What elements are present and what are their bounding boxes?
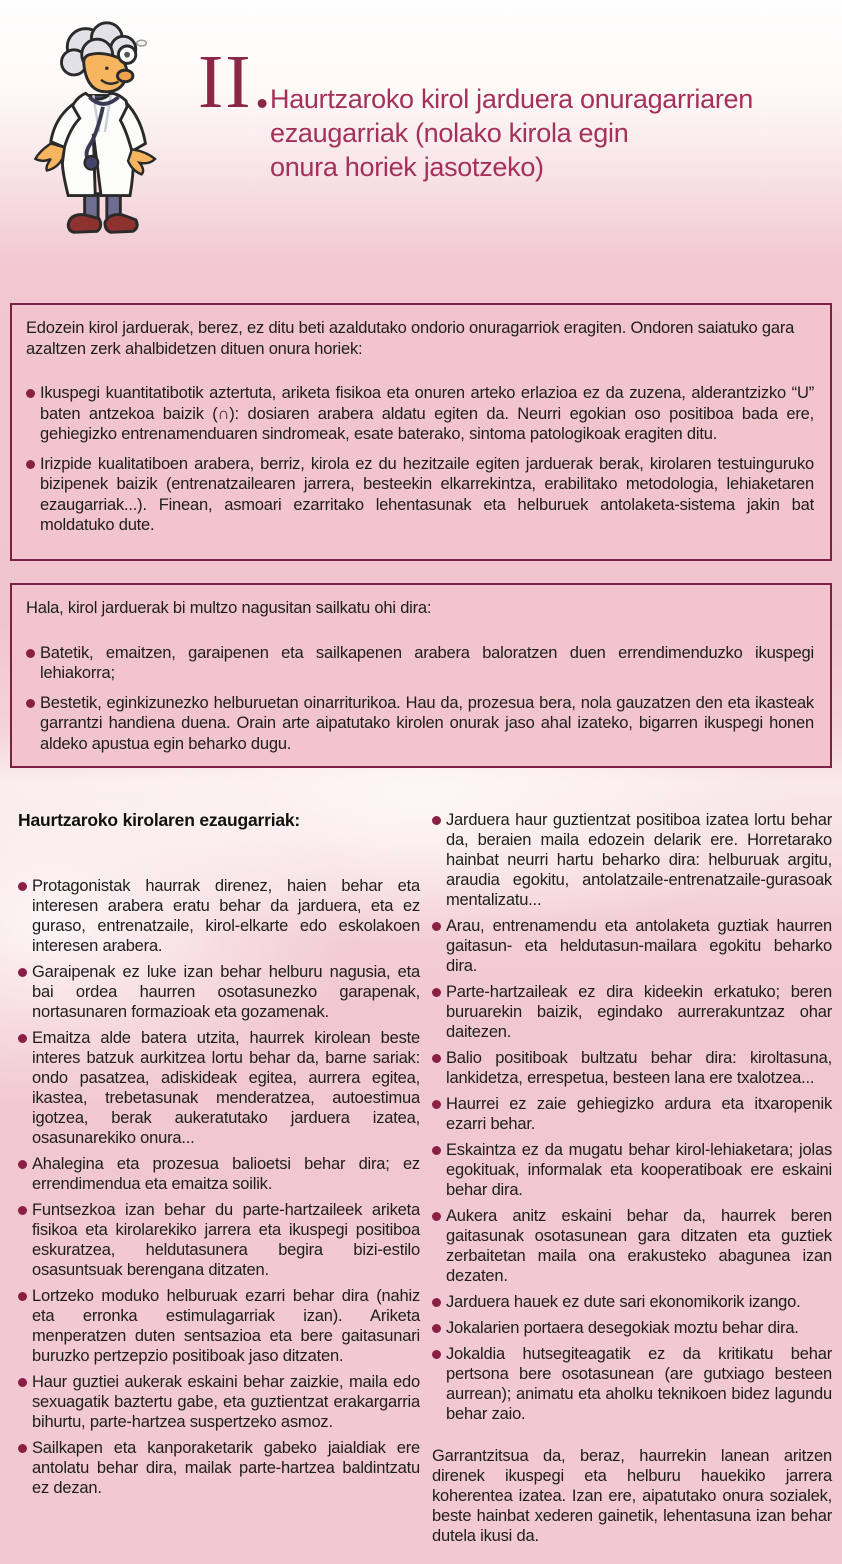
page-title-line: onura horiek jasotzeko): [270, 152, 544, 182]
callout-intro: Hala, kirol jarduerak bi multzo nagusitan sailkatu ohi dira:: [26, 599, 432, 617]
list-item: Eskaintza ez da mugatu behar kirol-lehiaketara; jolas egokituak, informalak eta kooperatiboak ere eskaini behar dira.: [432, 1140, 832, 1200]
callout-box-benefits: [10, 303, 832, 561]
list-item: Garaipenak ez luke izan behar helburu nagusia, eta bai ordea haurren osotasunezko garapenak, nortasunaren formazioak eta gozamenak.: [18, 962, 420, 1022]
list-item: Balio positiboak bultzatu behar dira: kiroltasuna, lankidetza, errespetua, besteen lana ere txalotzea...: [432, 1048, 832, 1088]
sweat-drop-icon: [137, 40, 147, 46]
callout-bullet-list: [26, 643, 814, 755]
right-column: [432, 810, 832, 1546]
list-item: Jarduera haur guztientzat positiboa izatea lortu behar da, beraien maila edozein delarik ere. Horretarako hainbat neurri hartu beharko dira: helburuak argitu, araudia egokitu, antolatzaile-entrenatzaile-gurasoak mentalizatu...: [432, 810, 832, 910]
list-item: Jokalarien portaera desegokiak moztu behar dira.: [432, 1318, 832, 1338]
list-item: Haurrei ez zaie gehiegizko ardura eta itxaropenik ezarri behar.: [432, 1094, 832, 1134]
list-item: Funtsezkoa izan behar du parte-hartzaileek ariketa fisikoa eta kirolarekiko jarrera eta ikuspegi positiboa eskuratzea, heldutasunera begira bizi-estilo osasuntsuak berengana ditzaten.: [18, 1200, 420, 1280]
page-title: [270, 82, 790, 184]
list-item: Jokaldia hutsegiteagatik ez da kritikatu behar pertsona bere osotasunean (are gutxiago besteen aurrean); animatu eta aholku teknikoen bidez lagundu behar zaio.: [432, 1344, 832, 1424]
page-title-line: ezaugarriak (nolako kirola egin: [270, 118, 629, 148]
list-item: Ikuspegi kuantitatibotik aztertuta, ariketa fisikoa eta onuren arteko erlazioa ez da zuzena, alderantzizko “U” baten antzekoa baizik (∩): dosiaren arabera aldatu egiten da. Neurri egokian oso positiboa bada ere, gehiegizko entrenamenduaren sindromeak, esate baterako, sintoma patologikoak eragiten ditu.: [26, 383, 814, 445]
list-item: Lortzeko moduko helburuak ezarri behar dira (nahiz eta erronka estimulagarriak izan). Ariketa menperatzen duten sentsazioa eta bere gaitasunari buruzko pertzepzio positiboak jaso ditzaten.: [18, 1286, 420, 1366]
left-bullet-list: [18, 876, 420, 1498]
shoes: [68, 215, 137, 233]
list-item: Irizpide kualitatiboen arabera, berriz, kirola ez du hezitzaile egiten jarduerak berak, kirolaren testuinguruko bizipenek baizik (entrenatzailearen jarrera, besteekin elkarrekintza, erabilitako metodologia, lehiaketaren ezaugarriak...). Finean, asmoari ezarritako lehentasunak eta helburuek antolaketa-sistema jakin bat moldatuko dute.: [26, 454, 814, 536]
list-item: Bestetik, eginkizunezko helburuetan oinarriturikoa. Hau da, prozesua bera, nola gauzatzen den eta ikasteak garrantzi handiena duena. Orain arte aipatutako kirolen onurak jaso ahal izateko, bigarren ikuspegi honen aldeko apustua egin beharko dugu.: [26, 693, 814, 755]
list-item: Ahalegina eta prozesua balioetsi behar dira; ez errendimendua eta emaitza soilik.: [18, 1154, 420, 1194]
list-item: Jarduera hauek ez dute sari ekonomikorik izango.: [432, 1292, 832, 1312]
list-item: Parte-hartzaileak ez dira kideekin erkatuko; beren buruarekin baizik, egindako aurrerakuntzaz ohar daitezen.: [432, 982, 832, 1042]
list-item: Batetik, emaitzen, garaipenen eta sailkapenen arabera baloratzen duen errendimenduzko ikuspegi lehiakorra;: [26, 643, 814, 684]
page-title-line: Haurtzaroko kirol jarduera onuragarriaren: [270, 84, 753, 114]
left-column: [18, 876, 420, 1504]
list-item: Sailkapen eta kanporaketarik gabeko jaialdiak ere antolatu behar dira, mailak parte-hartzea baldintzatu ez dezan.: [18, 1438, 420, 1498]
list-item: Arau, entrenamendu eta antolaketa guztiak haurren gaitasun- eta heldutasun-mailara egokitu beharko dira.: [432, 916, 832, 976]
right-bullet-list: [432, 810, 832, 1424]
list-item: Protagonistak haurrak direnez, haien behar eta interesen arabera eratu behar da jarduera, eta ez guraso, entrenatzaile, kirol-elkarte edo eskolakoen interesen arabera.: [18, 876, 420, 956]
callout-intro: Edozein kirol jarduerak, berez, ez ditu beti azaldutako ondorio onuragarriok eragiten. Ondoren saiatuko gara azaltzen zerk ahalbidetzen dituen onura horiek:: [26, 319, 795, 358]
list-item: Emaitza alde batera utzita, haurrek kirolean beste interes batzuk aurkitzea lortu behar da, barne sariak: ondo pasatzea, adiskideak egitea, aurrera egitea, ikastea, trebetasunak menderatzea, autoestimua igotzea, berak aukeratutako jarduera izatea, osasunarekiko onura...: [18, 1028, 420, 1148]
list-item: Haur guztiei aukerak eskaini behar zaizkie, maila edo sexuagatik baztertu gabe, eta guztientzat erakargarria bihurtu, parte-hartzea suspertzeko asmoz.: [18, 1372, 420, 1432]
chapter-numeral: II.: [198, 40, 274, 124]
head-mirror-icon: [118, 46, 135, 63]
list-item: Aukera anitz eskaini behar da, haurrek beren gaitasunak osotasunean gara ditzaten eta guztiek zerbaitetan maila ona erakusteko abagunea izan dezaten.: [432, 1206, 832, 1286]
left-hand: [35, 143, 64, 170]
callout-bullet-list: [26, 383, 814, 536]
callout-box-classification: [10, 583, 832, 768]
section-heading: Haurtzaroko kirolaren ezaugarriak:: [18, 810, 301, 830]
closing-paragraph: Garrantzitsua da, beraz, haurrekin lanean aritzen direnek ikuspegi eta helburu hauekiko jarrera koherentea izatea. Izan ere, aipatutako onura sozialek, beste hainbat xederen gainetik, lehentasuna izan behar dutela ikusi da.: [432, 1447, 832, 1545]
doctor-illustration: [28, 18, 176, 240]
